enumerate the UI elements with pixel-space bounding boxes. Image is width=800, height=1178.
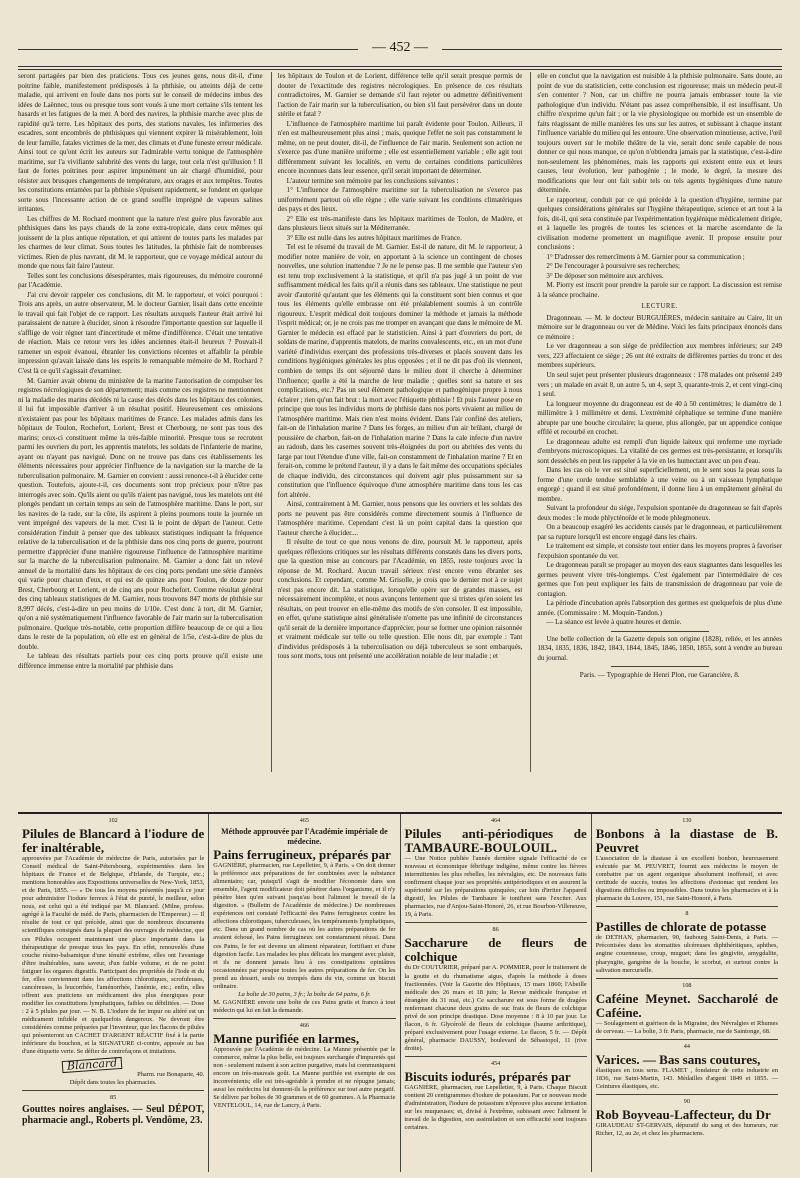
ad-number: 465 — [299, 817, 310, 824]
paragraph: M. Piorry est inscrit pour prendre la parole sur ce rapport. La discussion est remise à la séance prochaine. — [537, 281, 783, 299]
paragraph: La période d'incubation après l'absorption des germes est quelquefois de plus d'une année. (Commissaire : M. Moquin-Tandon.) — [537, 599, 783, 617]
paragraph: Un seul sujet peut présenter plusieurs dragonneaux : 178 malades ont présenté 249 vers ; un malade en avait 8, un autre 5, un 4, sept 3, quarante-trois 2, et cent vingt-cinq 1 seul. — [537, 370, 783, 399]
paragraph: L'influence de l'atmosphère maritime lui paraît évidente pour Toulon. Ailleurs, il n'en est malheureusement plus ainsi ; mais, quoique l'effet ne soit pas constamment le même, on ne peut douter, dit-il, de l'influence de l'air marin. Seulement son action ne s'exerce pas d'une manière uniforme ; elle est essentiellement variable ; elle agit tout différemment suivant les localités, en vertu de certaines conditions particulières encore inconnues dans leur essence, qu'il serait important de déterminer. — [277, 119, 523, 176]
advertisements — [18, 812, 782, 1172]
top-rule — [18, 66, 782, 70]
ad-body: GAGNIÈRE, pharmacien, rue Lepelletier, 9, à Paris. « On doit donner la préférence aux préparations de fer combinées avec la substance alimentaire; car, puisqu'il s'agit de modifier l'économie dans son ensemble, l'agent modificateur doit pénétrer dans l'organisme, et il n'y pénètre bien qu'en suivant jusqu'au bout l'aliment le travail de la digestion. » (Bulletin de l'Académie de médecine.) De nombreuses expériences ont constaté l'efficacité des Pains ferrugineux contre les affections chlorotiques, tuberculeuses, les tempéraments lymphatiques, etc. Dans un grand nombre de cas où les autres préparations de fer avaient échoué, les Pains ferrugineux ont constamment réussi. Dans ces Pains, le fer est devenu un aliment réparateur, fortifiant et d'une digestion facile. Les malades les plus délicats les mangent avec plaisir, et ils ne donnent jamais lieu à ces constipations opiniâtres occasionnées par presque toutes les autres préparations de fer. On les prend au dessert, seuls ou trempés dans du vin, comme un biscuit ordinaire. — [213, 862, 396, 990]
divider — [596, 1039, 778, 1040]
paragraph: Dragonneau. — M. le docteur BURGUIÈRES, médecin sanitaire au Caire, lit un mémoire sur le dragonneau ou ver de Médine. Voici les faits principaux énoncés dans ce mémoire : — [537, 313, 783, 341]
header-rule-right — [442, 49, 782, 50]
ad-title: Saccharure de fleurs de colchique — [404, 935, 587, 965]
ad-number: 44 — [683, 1042, 690, 1050]
ad-column-3 — [400, 814, 591, 1172]
paragraph: seront partagées par bien des praticiens. Tous ces jeunes gens, nous dit-il, d'une poitrine faible, manifestement prédisposés à la phthisie, ou atteints déjà de cette maladie, qui arrivent en foule dans nos ports sur le conseil de médecins imbus des idées de Laënnec, tous ou presque tous sont voués à une mort certaine s'ils tentent les hasards et les fatigues de la mer. A bord des navires, la phthisie marche avec plus de rapidité qu'à terre. Les hôpitaux des ports, des stations navales, les infirmeries des escadres, sont encombrés de phthisiques qui viennent expirer là misérablement, loin de leur famille, fatales victimes de la mer, des climats et d'une funeste erreur médicale. Ainsi tout ce qu'ont écrit les auteurs sur l'admirable vertu tonique de l'atmosphère maritime, sur l'a vivifiante salubrité des vents du large, tout cela n'est qu'illusion ! Il faut de fortes poitrines pour aspirer impunément un air chargé d'humidité, pour résister aux brusques changements de température, aux orages et aux tempêtes. Toutes les constitutions entamées par la phthisie s'épuisent rapidement, se fondent en quelque sorte sous l'incessante action de ce grand souffle imprégné de vapeurs salines irritantes. — [18, 72, 263, 214]
page-header — [18, 40, 782, 60]
paragraph: Il résulte de tout ce que nous venons de dire, poursuit M. le rapporteur, après quelques réflexions critiques sur les résultats différents constatés dans les divers ports, que la question mise au concours par l'Académie, en 1855, reste toujours avec la réponse de M. Rochard. Aucun travail sérieux n'est encore venu ébranler ses conclusions. Et cependant, comme M. Grisolle, je crois que le dernier mot à ce sujet n'est pas encore dit. La statistique, lorsqu'elle opère sur de grandes masses, est nécessairement incomplète, et nous avançons lentement que si tristes qu'en soient les résultats, on peut trouver en elle-même des motifs de s'en consoler. Il est impossible, en effet, qu'une statistique ainsi généralisée n'omette pas une infinité de circonstances qu'il serait de la dernière importance d'apprécier, pour se former une opinion raisonnée et vraiment médicale sur telle ou telle question. Elle nous dit, par exemple : Tant d'individus prédisposés à la tuberculisation ou déjà tuberculeux se sont embarqués, tous sont morts, tous ont présenté une accélération notable de leur maladie ; et — [277, 538, 523, 661]
ad-title: Pilules de Blancard à l'iodure de fer inaltérable, — [22, 826, 205, 856]
signature: Blancard — [62, 1057, 123, 1073]
divider — [405, 1056, 587, 1057]
section-heading-lecture: LECTURE. — [641, 303, 678, 311]
divider — [611, 666, 709, 667]
divider — [22, 1090, 204, 1091]
ad-title: Gouttes noires anglaises. — Seul DÉPOT, pharmacie angl., Roberts pl. Vendôme, 23. — [22, 1104, 205, 1127]
ad-title: Manne purifiée en larmes, — [213, 1030, 360, 1046]
paragraph: 1° D'adresser des remercîments à M. Garnier pour sa communication ; — [546, 252, 745, 261]
ad-number: 130 — [682, 817, 692, 824]
ad-number: 86 — [492, 926, 499, 934]
paragraph: Dans les cas où le ver est situé superficiellement, on le sent sous la peau sous la forme d'une corde tendue semblable à une veine ou à un vaisseau lymphatique engorgé ; quand il est situé profondément, il donne lieu à un empâtement général du membre. — [537, 466, 783, 503]
ad-column-2 — [208, 814, 399, 1172]
paragraph: Tel est le résumé du travail de M. Garnier. Est-il de nature, dit M. le rapporteur, à modifier notre manière de voir, en apportant à la science un contingent de choses nouvelles, une solution inattendue ? Je ne le pense pas. Il me semble que l'auteur s'en est tenu trop exclusivement à la statistique, et qu'il n'a pas jugé à un point de vue suffisamment médical les faits qu'il a réunis dans ses tableaux. Une statistique ne peut avoir d'autorité qu'autant que les éléments qui la constituent sont bien connus et que tous les éléments qu'elle embrasse ont été préalablement soumis à un contrôle rigoureux. L'esprit médical doit toujours dominer la méthode et jamais la méthode l'esprit médical; or, je ne crois pas me tromper en avançant que dans le mémoire de M. Garnier le médecin est effacé par le statisticien. Ainsi à part d'ouvriers du port, de soldats de marine, d'apprentis matelots, de marins convalescents, etc., en un mot d'une variété d'individus exerçant des professions très-diverses et placés souvent dans les conditions hygiéniques générales les plus opposées ; et il ne dit pas d'où ils viennent, combien de temps ils ont séjourné dans le milieu dont il cherche à déterminer l'influence; quelle a été la marche de leur maladie ; quelles sont sa nature et ses complications, etc.? Pas un seul élément pathologique et pathogénique propre à nous éclairer ; rien qu'un fait brut : la mort avec l'étiquette phthisie ! Et puis l'auteur pose en principe que tous les individus morts de phthisie dans nos ports vivaient au milieu de l'atmosphère maritime. Mais rien n'est moins évident. Dans l'air confiné des ateliers, fait-on de l'inhalation marine ? Dans les forges, au milieu d'un air brûlant, chargé de poussière de charbon, fait-on de l'inhalation marine ? Dans la cale infecte d'un navire au radoub, dans les casernes souvent très-éloignées du port ou abritées des vents du large par tout l'étendue d'une ville, fait-on constamment de l'inhalation marine ? Et en ferait-on, comme le prétend l'auteur, il y a dans le fait même des occupations spéciales de chaque individu, des circonstances qui doivent agir plus puissamment sur sa constitution que l'influence équivoque d'une atmosphère maritime dans tous les cas fort altérée. — [277, 243, 523, 499]
paragraph: On a beaucoup exagéré les accidents causés par le dragonneau, et particulièrement par sa rupture lorsqu'il est encore engagé dans les chairs. — [537, 523, 783, 541]
paragraph: Le dragonneau adulte est rempli d'un liquide laiteux qui renferme une myriade d'embryons microscopiques. La vitalité de ces germes est très-persistante, et lorsqu'ils sont desséchés en peut les rappeler à la vie en les humectant avec un peu d'eau. — [537, 437, 783, 465]
paragraph: 2° De l'encourager à poursuivre ses recherches; — [546, 262, 680, 271]
paragraph: J'ai cru devoir rappeler ces conclusions, dit M. le rapporteur, et voici pourquoi : Trois ans après, un autre observateur, M. le docteur Garnier, lisait dans cette enceinte le travail qui fait l'objet de ce rapport. Les résultats auxquels l'auteur était arrivé lui paraissaient de nature à élucider, sinon à résoudre l'importante question sur laquelle il s'afflige de voir régner tant d'incertitude et même d'indifférence. C'était une tentative de réaction. Mais ce retour vers les idées anciennes était-il heureux ? Pouvait-il ramener un espoir évanoui, ébranler les convictions récentes et affaiblir la pénible impression qu'avait laissée dans les esprits le remarquable mémoire de M. Rochard ? C'est là ce qu'il s'agissait d'examiner. — [18, 290, 263, 375]
ad-title: Pastilles de chlorate de potasse — [595, 919, 767, 935]
column-left — [18, 72, 263, 772]
divider — [596, 906, 778, 907]
paragraph: L'auteur termine son mémoire par les conclusions suivantes : — [286, 176, 459, 185]
paragraph: Les chiffres de M. Rochard montrent que la nature n'est guère plus favorable aux phthisiques dans les pays chauds de la zone extra-tropicale, dans ceux mêmes qui jouissent de la plus antique réputation, et qui attirent de toutes parts les malades par les charmes de leur climat. Sous toutes les latitudes, la phthisie fait de nombreuses victimes. Rien de plus navrant, dit M. le rapporteur, que ce voyage médical autour du monde que nous fait faire l'auteur. — [18, 214, 263, 271]
ad-body: du Dr COUTURIER, préparé par A. POMMIER, pour le traitement de la goutte et du rhumatisme aigus, d'après la méthode à doses fractionnées. (Voir la Gazette des Hôpitaux, 15 mars 1860; l'Abeille médicale des 26 mars et 18 juin; la Revue médicale française et étrangère du 31 mai, etc.) Ce saccharure est sous forme de dragées renfermant chacune deux grains de suc frais de fleurs de colchique privé de son principe drastique. Dose moyenne : 8 à 10 par jour. Le flacon, 6 fr. Glycérolé de fleurs de colchique (baume arthritique), préparé exclusivement pour l'usage externe. Le flacon, 5 fr. — Dépôt général, pharmacie DAUSSY, boulevard de Sébastopol, 11 (rive droite). — [404, 964, 587, 1052]
divider — [596, 1094, 778, 1095]
ad-price: La boîte de 30 pains, 3 fr.; la boîte de 64 pains, 6 fr. — [238, 990, 371, 998]
notice: Une belle collection de la Gazette depuis son origine (1828), reliée, et les années 1834, 1835, 1836, 1842, 1843, 1844, 1845, 1846, 1850, 1855, sont à vendre au bureau du journal. — [537, 634, 783, 662]
paragraph: La longueur moyenne du dragonneau est de 40 à 50 centimètres; le diamètre de 1 millimètre à 1 millimètre et demi. L'extrémité céphalique se termine d'une manière abrupte par une bouche circulaire; la queue, plus allongée, par un appendice conique effilé et recourbé en crochet. — [537, 399, 783, 437]
ad-title: Pains ferrugineux, préparés par — [213, 847, 391, 863]
ad-number: 8 — [685, 910, 689, 918]
paragraph: Suivant la profondeur du siége, l'expulsion spontanée du dragonneau se fait d'après deux modes : le mode phlycténoïde et le mode phlegmoneux. — [537, 504, 783, 522]
ad-body: GIRAUDEAU ST-GERVAIS, dépuratif du sang et des humeurs, rue Richer, 12, au 2e, et chez les pharmaciens. — [595, 1121, 778, 1138]
ad-title: Varices. — Bas sans coutures, — [595, 1051, 761, 1067]
ad-body: — Soulagement et guérison de la Migraine, des Névralgies et Rhumes de cerveau. — La boîte, 3 fr. Paris, pharmacie, rue de Saintonge, 68. — [595, 1019, 778, 1035]
paragraph: — La séance est levée à quatre heures et demie. — [546, 618, 682, 627]
paragraph: 2° Elle est très-manifeste dans les hôpitaux maritimes de Toulon, de Madère, et dans plusieurs lieux situés sur la Méditerranée. — [277, 214, 523, 233]
column-right — [530, 72, 782, 772]
ad-number: 108 — [682, 981, 692, 989]
ad-title: Caféine Meynet. Saccharolé de Caféine. — [595, 990, 778, 1020]
paragraph: Telles sont les conclusions désespérantes, mais rigoureuses, du mémoire couronné par l'Académie. — [18, 271, 263, 290]
divider — [213, 1018, 395, 1019]
page-number: — 452 — — [372, 40, 428, 55]
column-middle — [271, 72, 523, 772]
ad-column-1 — [18, 814, 208, 1172]
paragraph: Le tableau des résultats partiels pour ces cinq ports prouve qu'il existe une différence immense entre la mortalité par phthisie dans — [18, 652, 263, 670]
ad-body: approuvées par l'Académie de médecine de Paris, autorisées par le Conseil médical de Saint-Pétersbourg, expérimentées dans les hôpitaux de France et de Belgique, d'Irlande, de Turquie, etc.; mentions honorables aux Expositions universelles de New-York, 1853, et de Paris, 1855. — « De tous les moyens présentés jusqu'à ce jour pour administrer l'iodure ferreux à l'état de pureté, le meilleur, selon nous, est celui qui a été indiqué par M. Blancard. (Milne, profess. agrégé à la Faculté de méd. de Paris, pharmacien de l'Empereur.) — Il résulte de tout ce qui précède, ainsi que de nombreux documents scientifiques consignés dans la plupart des ouvrages de médecine, que ces Pilules occupent maintenant une place importante dans la thérapeutique de presque tous les pays. En effet, renouvelés d'une couche résino-balsamique d'une ténuité extrême, elles ont l'avantage d'être inaltérables, sans saveur, d'un faible volume, et de ne point fatiguer les organes digestifs. Participant des propriétés de l'Iode et du fer, elles conviennent dans les affections chlorotiques, scrofuleuses, cancéreuses, la leucorrhée, l'aménorrhée, l'anémie, etc.; enfin, elles offrent aux praticiens un médicament des plus énergiques pour modifier les constitutions lymphatiques, faibles ou débilitées. — Dose : 2 à 5 pilules par jour. — N. B. L'iodure de fer impur ou altéré est un médicament infidèle et quelquefois dangereux. Ne devront être considérées comme préparées par l'inventeur, que les flacons de pilules qui présenteront un CACHET D'ARGENT RÉACTIF fixé à la partie inférieure du bouchon, et la SIGNATURE ci-contre, apposée au bas d'une étiquette verte. Se défier de contrefaçons et imitations. — [22, 855, 205, 1056]
paragraph: M. Garnier avait obtenu du ministère de la marine l'autorisation de compulser les registres nécrologiques de son département; mais comme ces registres ne mentionnent ni la maladie des marins décédés ni la cause des décès dans les hôpitaux des colonies, il lui fut impossible d'arriver à un résultat positif. Heureusement ces omissions n'existaient pas pour les hôpitaux maritimes de France. Les malades admis dans les hôpitaux de Toulon, Rochefort, Lorient, Brest et Cherbourg, ne sont pas tous des marins; ceux-ci constituent même la très-faible minorité. Presque tous se recrutent parmi les ouvriers du port, les apprentis matelots, les soldats de l'infanterie de marine, ayant ou n'ayant pas navigué. Donc on ne trouve pas dans ces établissements les éléments nécessaires pour apprécier l'influence de la navigation sur la marche de la tuberculisation pulmonaire. M. Garnier en convient : aussi renonce-t-il à élucider cette question. Toutefois, ajoute-t-il, ces documents sont trop précieux pour n'être pas interrogés avec soin. Qu'ils aient ou qu'ils n'aient pas navigué, tous les matelots ont été plongés pendant un certain temps au sein de l'atmosphère maritime. Dans le port, sur les navires de la rade, sur la côte, ils aspirent à pleins poumons toute la journée un vent imprégné des vapeurs de la mer. C'est là le point de départ de l'auteur. Cette considération l'induit à penser que des tableaux statistiques indiquant la fréquence relative de la tuberculisation et de la phthisie dans nos cinq ports de guerre, pourront permettre d'apprécier d'une manière rigoureuse l'influence de l'atmosphère maritime sur la marche de la tuberculisation pulmonaire. M. Garnier a donc fait un relevé annuel de la mortalité dans les hôpitaux de ces cinq ports pendant une série d'années qui varie pour chacun d'eux, et qui est de quinze ans pour Toulon, de douze pour Brest, Cherbourg et Lorient, et de cinq ans pour Rochefort. Comme résultat général des cinq tableaux statistiques de M. Garnier, nous trouvons 847 morts de phthisie sur 8,997 décès, c'est-à-dire un peu moins de 1/10e. C'est donc à tort, dit M. Garnier, qu'on a nié systématiquement l'influence favorable de l'air marin sur la tuberculisation pulmonaire. Quelque très-notable, cette proportion diffère beaucoup de ce qui a lieu dans le reste de la population, où elle est en général de 1/5e, c'est-à-dire de plus du double. — [18, 376, 263, 651]
ad-title: Bonbons à la diastase de B. Peuvret — [595, 826, 778, 856]
ad-body: L'association de la diastase à un excellent bonbon, heureusement exécutée par M. PEUVRET, fournit aux médecins le moyen de combattre par un agent organique absolument inoffensif, et avec certitude de succès, toutes les affections d'estomac qui rendent les digestions difficiles ou impossibles. Dans toutes les pharmacies et à la pharmacie du Louvre, 151, rue Saint-Honoré, à Paris. — [595, 855, 778, 903]
ad-title: Rob Boyveau-Laffecteur, du Dr — [595, 1106, 771, 1122]
ad-number: 90 — [683, 1097, 690, 1105]
paragraph: Le dragonneau paraît se propager au moyen des eaux stagnantes dans lesquelles les germes peuvent vivre très-longtemps. C'est également par l'intermédiaire de ces germes que l'on peut expliquer les faits de transmission de dragonneau par voie de contagion. — [537, 561, 783, 598]
paragraph: Le traitement est simple, et consiste tout entier dans les moyens propres à favoriser l'expulsion spontanée du ver. — [537, 542, 783, 560]
ad-number: 102 — [108, 817, 118, 824]
ad-number: 454 — [490, 1059, 501, 1067]
ad-header: Méthode approuvée par l'Académie impériale de médecine. — [221, 827, 388, 846]
paragraph: Ainsi, contrairement à M. Garnier, nous pensons que les ouvriers et les soldats des ports ne peuvent pas être considérés comme directement soumis à l'influence de l'atmosphère maritime. Cependant c'est là un point capital dans la question que l'auteur cherche à élucider.... — [277, 500, 523, 537]
printer-line: Paris. — Typographie de Henri Plon, rue Garancière, 8. — [579, 671, 740, 680]
divider — [596, 978, 778, 979]
ad-body: élastiques en tous sens. FLAMET , fondateur de cette industrie en 1836, rue Saint-Martin, 143. Médailles d'argent 1849 et 1855. — Ceintures élastiques, etc. — [595, 1066, 778, 1090]
ad-note: M. GAGNIÈRE envoie une boîte de ces Pains gratis et franco à tout médecin qui lui en fait la demande. — [213, 998, 396, 1014]
ad-body: GAGNIÈRE, pharmacien, rue Lepelletier, 9, à Paris. Chaque Biscuit contient 20 centigrammes d'iodure de potassium. Par ce nouveau mode d'administration, l'iodure de potassium n'éprouve plus aucune irritation sur les muqueuses; et, divisé à l'extrême, subissant avec l'aliment le travail de la digestion, son assimilation et son efficacité sont toujours certaines. — [404, 1084, 587, 1132]
ad-title: Biscuits iodurés, préparés par — [404, 1069, 571, 1085]
paragraph: les hôpitaux de Toulon et de Lorient, différence telle qu'il serait presque permis de douter de l'exactitude des registres nécrologiques. En présence de ces résultats contradictoires, M. Garnier se demande s'il faut rejeter ou admettre définitivement l'action de l'air marin sur la tuberculisation, ou bien s'il faut persévérer dans un doute stérile et fatal ? — [277, 72, 523, 119]
paragraph: 3° De déposer son mémoire aux archives. — [546, 271, 664, 280]
ad-body: — Une Notice publiée l'année dernière signale l'efficacité de ce nouveau et économique fébrifuge indigène, même contre les fièvres intermittentes les plus rebelles, les névralgies, etc. De nouveaux faits confirment chaque jour ses propriétés antipériodiques et en assurent la supériorité sur les préparations quinquées; car loin d'irriter l'appareil digestif, les Pilules de Tambaure le tonifient sans l'exciter. Aux pharmacies, rue d'Anjou-Saint-Honoré, 26, et rue Bourbon-Villeneuve, 19, à Paris. — [404, 855, 587, 919]
divider — [405, 922, 587, 923]
paragraph: elle en conclut que la navigation est nuisible à la phthisie pulmonaire. Sans doute, au point de vue du statisticien, cette conclusion est rigoureuse; mais un médecin peut-il s'en contenter ? Non, car un chiffre ne pourra jamais embrasser toute la vie pathologique d'un individu. N'étant pas assez compréhensible, il est insuffisant. Un chiffre n'exprime qu'un fait ; or la vie physiologique ou morbide est un ensemble de faits réagissant de mille manières les uns sur les autres, et subissant à chaque instant l'influence variable du milieu qui les entoure. Une observation minutieuse, active, l'œil toujours ouvert sur le mobile théâtre de la vie, serait donc seule capable de nous donner ce qui nous manque, ce qu'on n'obtiendra jamais par la statistique, c'est-à-dire non-seulement les phénomènes, mais les rapports qui existent entre eux et leurs causes, leur évolution, leur pathogénie ; le mode, le degré, la mesure des modifications que leur ont fait subir tels ou tels agents hygiéniques d'une nature déterminée. — [537, 72, 783, 195]
ad-body: de DETHAN, pharmacien, 90, faubourg Saint-Denis, à Paris. — Préconisées dans les stomatites ulcéreuses diphthéritiques, aphthes, angine couenneuse, croup, muguet; dans les gingivite, amygdalite, pharyngite, gangrène de la bouche, le scorbut, et surtout contre la salivation mercurielle. — [595, 934, 778, 974]
ad-column-4 — [591, 814, 782, 1172]
ad-body: Approuvée par l'Académie de médecine. La Manne présentée par le commerce, même la plus belle, est toujours surchargée d'impuretés qui non - seulement nuisent à son action purgative, mais lui communiquent encore un très-mauvais goût. La Manne purifiée est exempte de ces inconvénients; elle est très-agréable à prendre et ne répugne jamais; aussi les médecins lui donnent-ils la préférence sur tout autre purgatif. Se délivre par boîtes de 30 grammes et de 60 grammes. A la Pharmacie VENTELOUL, 14, rue de Lancry, à Paris. — [213, 1045, 396, 1110]
paragraph: Le rapporteur, conduit par ce qui précède à la question d'hygiène, termine par quelques considérations générales sur l'hygiène thérapeutique, science et art tout à la fois, dit-il, qui sera constituée par l'expérimentation hygiénique médicalement dirigée, et à laquelle les progrès de toutes les sciences et la marche ascendante de la civilisation moderne promettent un magnifique avenir. Il propose ensuite pour conclusions : — [537, 195, 783, 252]
ad-depot: Dépôt dans toutes les pharmacies. — [69, 1079, 157, 1087]
ad-number: 466 — [299, 1021, 310, 1029]
ad-number: 85 — [110, 1094, 117, 1102]
paragraph: Le ver dragonneau a son siége de prédilection aux membres inférieurs; sur 249 vers, 223 affectaient ce siége ; 26 ont été extraits de différentes parties du tronc et des membres supérieurs. — [537, 342, 783, 370]
paragraph: 1° L'influence de l'atmosphère maritime sur la tuberculisation ne s'exerce pas uniformément partout où elle règne ; elle varie suivant les conditions climatériques des pays et des lieux. — [277, 186, 523, 214]
ad-title: Pilules anti-périodiques de TAMBAURE-BOULOUIL. — [404, 826, 587, 856]
paragraph: 3° Elle est nulle dans les autres hôpitaux maritimes de France. — [286, 233, 462, 242]
article-columns — [18, 72, 782, 772]
divider — [611, 631, 709, 632]
ad-number: 464 — [490, 817, 501, 824]
ad-pharmacy: Pharm. rue Bonaparte, 40. — [137, 1071, 205, 1079]
